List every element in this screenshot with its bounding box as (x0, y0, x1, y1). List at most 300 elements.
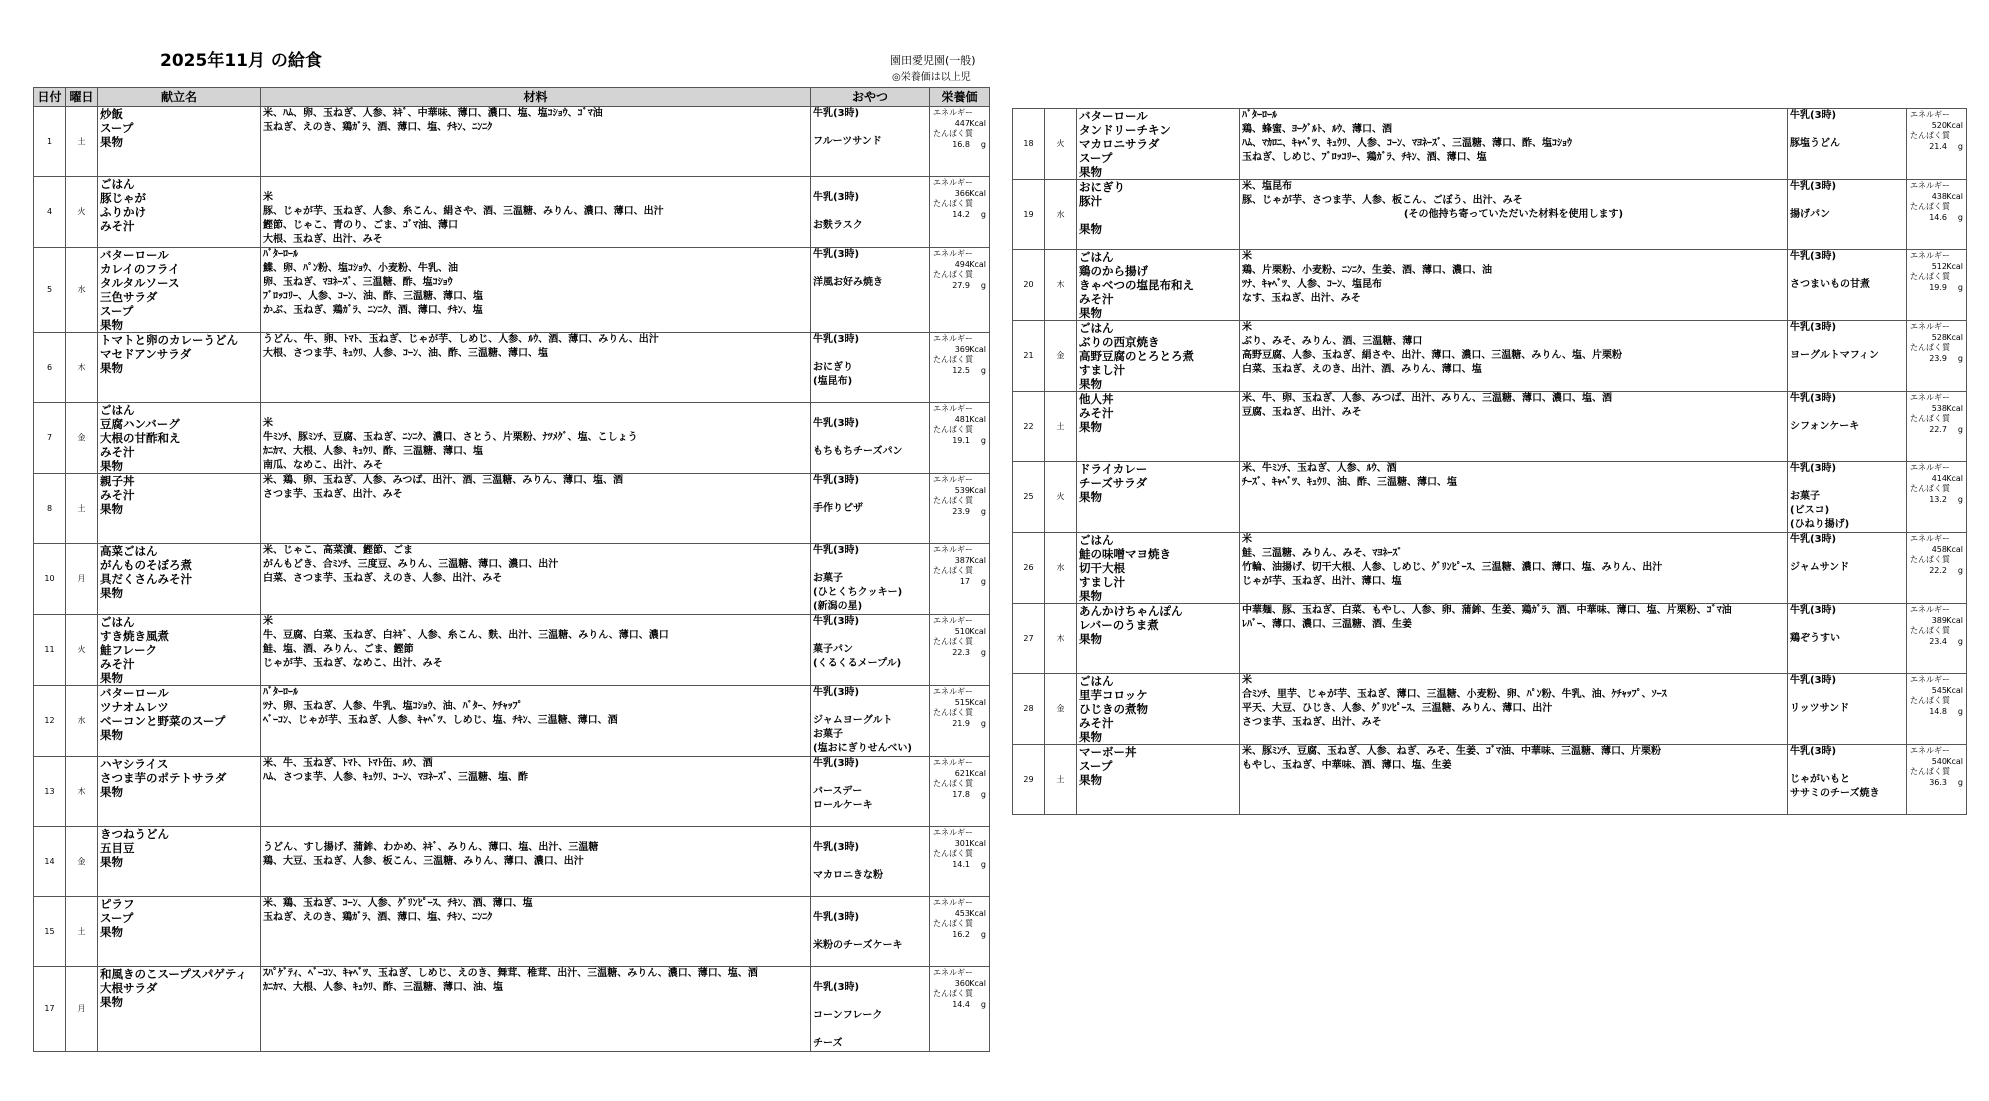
protein-unit: g (980, 999, 986, 1009)
weekday-cell: 月 (66, 967, 98, 1052)
dish-cell (98, 757, 261, 827)
energy-number: 481 (954, 414, 970, 424)
protein-number: 21.4 (1929, 141, 1947, 151)
snack-line: チーズ (813, 1038, 843, 1049)
facility-name: 園田愛児園(一般) (890, 54, 976, 67)
energy-label: エネルギー (1910, 605, 1950, 614)
snack-line: ササミのチーズ焼き (1790, 788, 1880, 799)
protein-number: 19.9 (1929, 282, 1947, 292)
dish-name: ベーコンと野菜のスープ (100, 714, 226, 728)
protein-value (933, 790, 986, 801)
energy-label: エネルギー (1910, 746, 1950, 755)
energy-value (1910, 262, 1963, 273)
dish-name: 大根の甘酢和え (100, 431, 181, 445)
snack-line (1790, 618, 1904, 632)
snack-line: もちもちチーズパン (813, 446, 903, 457)
day-cell: 7 (34, 403, 66, 474)
dish-name: タンドリーチキン (1079, 123, 1171, 137)
energy-number: 545 (1931, 685, 1947, 695)
energy-unit: Kcal (969, 768, 986, 778)
snack-line (813, 262, 927, 276)
dish-name: カレイのフライ (100, 262, 180, 276)
protein-unit: g (1957, 282, 1963, 292)
menu-row-day-20 (1013, 250, 1967, 321)
day-cell: 8 (34, 474, 66, 544)
energy-value (933, 909, 986, 920)
dish-name: 豆腐ハンバーグ (100, 417, 180, 431)
dish-name: バターロール (100, 248, 169, 262)
snack-line: コーンフレーク (813, 1010, 883, 1021)
ingredients-cell (261, 248, 811, 333)
snack-cell (1788, 674, 1907, 745)
dish-name: スープ (100, 121, 134, 135)
day-cell: 12 (34, 686, 66, 757)
snack-line: (ひねり揚げ) (1790, 519, 1850, 530)
snack-cell (811, 686, 930, 757)
ingredient-line: 玉ねぎ、しめじ、ﾌﾞﾛｯｺﾘｰ、鶏ｶﾞﾗ、ﾁｷﾝ、酒、薄口、塩 (1242, 152, 1487, 163)
protein-label: たんぱく質 (933, 919, 973, 928)
dish-name: 鮭の味噌マヨ焼き (1079, 547, 1171, 561)
dish-cell (98, 248, 261, 333)
dish-cell (98, 967, 261, 1052)
dish-name: みそ汁 (1079, 406, 1114, 420)
snack-line: フルーツサンド (813, 136, 882, 147)
menu-row-day-6 (34, 333, 990, 403)
dish-name: 果物 (1079, 306, 1102, 320)
snack-line (813, 558, 927, 572)
energy-number: 538 (1931, 403, 1947, 413)
protein-unit: g (980, 209, 986, 219)
protein-label: たんぱく質 (933, 129, 973, 138)
energy-unit: Kcal (1946, 685, 1963, 695)
ingredient-line: ﾊﾞﾀｰﾛｰﾙ (263, 249, 298, 260)
energy-value (1910, 757, 1963, 768)
energy-unit: Kcal (969, 978, 986, 988)
ingredients-cell (1240, 745, 1788, 815)
snack-line: ヨーグルトマフィン (1790, 350, 1879, 361)
dish-name: 果物 (1079, 222, 1102, 236)
protein-number: 21.9 (952, 718, 970, 728)
dish-name: 果物 (100, 995, 123, 1009)
energy-value (1910, 121, 1963, 132)
dish-name: 果物 (100, 728, 123, 742)
ingredient-line: 豚、じゃが芋、玉ねぎ、人参、糸こん、絹さや、酒、三温糖、みりん、濃口、薄口、出汁 (263, 206, 664, 217)
ingredient-line: 米、ﾊﾑ、卵、玉ねぎ、人参、ﾈｷﾞ、中華味、薄口、濃口、塩、塩ｺｼｮｳ、ｺﾞﾏ油 (263, 108, 603, 119)
energy-value (933, 415, 986, 426)
energy-number: 510 (954, 626, 970, 636)
ingredient-line: かぶ、玉ねぎ、鶏ｶﾞﾗ、ﾆﾝﾆｸ、酒、薄口、ﾁｷﾝ、塩 (263, 305, 483, 316)
dish-name: さつま芋のポテトサラダ (100, 771, 227, 785)
dish-name: 三色サラダ (100, 290, 158, 304)
protein-label: たんぱく質 (933, 708, 973, 717)
dish-name: みそ汁 (100, 488, 135, 502)
snack-line (1790, 335, 1904, 349)
energy-label: エネルギー (1910, 251, 1950, 260)
snack-line: 牛乳(3時) (1790, 605, 1837, 616)
snack-line (813, 205, 927, 219)
menu-row-day-10 (34, 544, 990, 615)
protein-unit: g (980, 435, 986, 445)
energy-value (1910, 686, 1963, 697)
dish-name: ハヤシライス (100, 757, 169, 771)
protein-unit: g (1957, 565, 1963, 575)
ingredient-line: ｶﾆｶﾏ、大根、人参、ｷｭｳﾘ、酢、三温糖、薄口、塩 (263, 446, 483, 457)
protein-unit: g (1957, 353, 1963, 363)
nutrition-cell (930, 107, 990, 177)
menu-row-day-14 (34, 827, 990, 897)
energy-number: 301 (954, 838, 970, 848)
menu-row-day-19 (1013, 180, 1967, 250)
snack-line: (ひとくちクッキー) (813, 587, 903, 598)
protein-label: たんぱく質 (1910, 767, 1950, 776)
dish-name: 具だくさんみそ汁 (100, 572, 192, 586)
energy-value (933, 345, 986, 356)
snack-cell (811, 403, 930, 474)
ingredient-line: 玉ねぎ、えのき、鶏ｶﾞﾗ、酒、薄口、塩、ﾁｷﾝ、ﾆﾝﾆｸ (263, 912, 493, 923)
menu-row-day-13 (34, 757, 990, 827)
ingredient-line: うどん、牛、卵、ﾄﾏﾄ、玉ねぎ、じゃが芋、しめじ、人参、ﾙｳ、酒、薄口、みりん、出汁 (263, 334, 659, 345)
energy-unit: Kcal (1946, 191, 1963, 201)
col-weekday-header: 曜日 (66, 88, 98, 107)
protein-label: たんぱく質 (1910, 202, 1950, 211)
protein-label: たんぱく質 (933, 779, 973, 788)
protein-label: たんぱく質 (1910, 131, 1950, 140)
energy-value (1910, 545, 1963, 556)
dish-name: きつねうどん (100, 827, 169, 841)
dish-name: ひじきの煮物 (1079, 702, 1148, 716)
protein-value (933, 210, 986, 221)
ingredient-line: 米 (1242, 251, 1252, 262)
dish-name: ドライカレー (1079, 462, 1148, 476)
nutrition-cell (930, 177, 990, 248)
ingredient-line: 大根、さつま芋、ｷｭｳﾘ、人参、ｺｰﾝ、油、酢、三温糖、薄口、塩 (263, 348, 548, 359)
snack-line (813, 177, 927, 191)
snack-line: じゃがいもと (1790, 774, 1850, 785)
weekday-cell: 木 (66, 333, 98, 403)
energy-label: エネルギー (933, 334, 973, 343)
energy-value (933, 486, 986, 497)
weekday-cell: 土 (66, 107, 98, 177)
energy-value (933, 698, 986, 709)
ingredient-line: じゃが芋、玉ねぎ、出汁、薄口、塩 (1242, 576, 1402, 587)
energy-label: エネルギー (1910, 534, 1950, 543)
ingredient-line: 竹輪、油揚げ、切干大根、人参、しめじ、ｸﾞﾘﾝﾋﾟｰｽ、三温糖、濃口、薄口、塩、みりん、出汁 (1242, 562, 1663, 573)
snack-line (1790, 194, 1904, 208)
dish-cell (1077, 462, 1240, 533)
dish-name: 里芋コロッケ (1079, 688, 1148, 702)
dish-cell (98, 897, 261, 967)
protein-label: たんぱく質 (933, 355, 973, 364)
protein-number: 22.2 (1929, 565, 1947, 575)
snack-cell (811, 107, 930, 177)
menu-row-day-11 (34, 615, 990, 686)
snack-line (813, 855, 927, 869)
col-snack-header: おやつ (811, 88, 930, 107)
weekday-cell: 土 (1045, 392, 1077, 462)
snack-line: 牛乳(3時) (813, 616, 860, 627)
menu-row-day-27 (1013, 604, 1967, 674)
protein-number: 16.8 (952, 139, 970, 149)
dish-name: きゃべつの塩昆布和え (1079, 278, 1194, 292)
menu-row-day-26 (1013, 533, 1967, 604)
protein-label: たんぱく質 (1910, 555, 1950, 564)
snack-line: (新潟の星) (813, 601, 863, 612)
ingredient-line: 牛、豆腐、白菜、玉ねぎ、白ﾈｷﾞ、人参、糸こん、麩、出汁、三温糖、みりん、薄口、濃口 (263, 630, 669, 641)
dish-name: 果物 (1079, 377, 1102, 391)
protein-label: たんぱく質 (1910, 343, 1950, 352)
snack-line: お菓子 (813, 573, 843, 584)
weekday-cell: 水 (66, 248, 98, 333)
dish-name: 果物 (100, 459, 123, 473)
dish-cell (1077, 604, 1240, 674)
energy-label: エネルギー (933, 687, 973, 696)
ingredients-cell (261, 967, 811, 1052)
snack-line: マカロニきな粉 (813, 870, 883, 881)
ingredient-line: 米、じゃこ、高菜漬、鰹節、ごま (263, 545, 413, 556)
day-cell: 13 (34, 757, 66, 827)
energy-number: 447 (954, 118, 970, 128)
dish-name: チーズサラダ (1079, 476, 1148, 490)
dish-name: すまし汁 (1079, 363, 1125, 377)
day-cell: 20 (1013, 250, 1045, 321)
energy-label: エネルギー (933, 545, 973, 554)
energy-unit: Kcal (969, 908, 986, 918)
ingredient-line: 米 (263, 418, 273, 429)
dish-name: みそ汁 (1079, 716, 1114, 730)
snack-cell (811, 615, 930, 686)
protein-number: 14.1 (952, 859, 970, 869)
dish-name: ごはん (100, 615, 135, 629)
dish-name: スープ (1079, 151, 1113, 165)
dish-name: ふりかけ (100, 205, 146, 219)
ingredient-line: なす、玉ねぎ、出汁、みそ (1242, 293, 1361, 304)
ingredients-cell (1240, 250, 1788, 321)
snack-cell (1788, 392, 1907, 462)
menu-row-day-22 (1013, 392, 1967, 462)
protein-value (933, 860, 986, 871)
protein-unit: g (980, 506, 986, 516)
snack-line: 牛乳(3時) (1790, 251, 1837, 262)
ingredient-line: 白菜、さつま芋、玉ねぎ、えのき、人参、出汁、みそ (263, 573, 503, 584)
ingredient-line (263, 827, 808, 841)
ingredient-line: 米 (1242, 675, 1252, 686)
dish-cell (98, 544, 261, 615)
col-day-header: 日付 (34, 88, 66, 107)
protein-label: たんぱく質 (1910, 626, 1950, 635)
menu-row-day-25 (1013, 462, 1967, 533)
snack-line (813, 897, 927, 911)
weekday-cell: 土 (66, 897, 98, 967)
ingredients-cell (261, 474, 811, 544)
protein-number: 27.9 (952, 280, 970, 290)
day-cell: 29 (1013, 745, 1045, 815)
nutrition-cell (1907, 109, 1967, 180)
weekday-cell: 月 (66, 544, 98, 615)
protein-label: たんぱく質 (933, 425, 973, 434)
energy-label: エネルギー (1910, 110, 1950, 119)
ingredient-line: 米 (263, 616, 273, 627)
ingredient-line: 鰹節、じゃこ、青のり、ごま、ｺﾞﾏ油、薄口 (263, 220, 458, 231)
snack-line: 手作りピザ (813, 503, 863, 514)
dish-name: ツナオムレツ (100, 700, 169, 714)
energy-number: 458 (1931, 544, 1947, 554)
ingredients-cell (261, 333, 811, 403)
ingredients-cell (1240, 321, 1788, 392)
dish-cell (1077, 180, 1240, 250)
dish-name: 高野豆腐のとろとろ煮 (1079, 349, 1194, 363)
menu-table-right (1012, 108, 1967, 815)
dish-cell (98, 827, 261, 897)
ingredient-line: ﾊﾞﾀｰﾛｰﾙ (263, 687, 298, 698)
page-title: 2025年11月 の給食 (160, 51, 322, 71)
snack-line: 牛乳(3時) (1790, 746, 1837, 757)
menu-row-day-8 (34, 474, 990, 544)
ingredients-cell (261, 615, 811, 686)
dish-name: 果物 (1079, 165, 1102, 179)
protein-value (1910, 213, 1963, 224)
protein-number: 16.2 (952, 929, 970, 939)
snack-line: 牛乳(3時) (1790, 534, 1837, 545)
ingredient-line: 米、牛、玉ねぎ、ﾄﾏﾄ、ﾄﾏﾄ缶、ﾙｳ、酒 (263, 758, 433, 769)
dish-name: みそ汁 (100, 657, 135, 671)
energy-label: エネルギー (1910, 675, 1950, 684)
protein-number: 22.7 (1929, 424, 1947, 434)
protein-value (933, 719, 986, 730)
protein-value (1910, 142, 1963, 153)
energy-unit: Kcal (969, 697, 986, 707)
ingredient-line: 豆腐、玉ねぎ、出汁、みそ (1242, 407, 1362, 418)
energy-label: エネルギー (1910, 181, 1950, 190)
protein-value (1910, 283, 1963, 294)
ingredient-line: 米 (1242, 534, 1252, 545)
nutrition-cell (1907, 392, 1967, 462)
dish-name: 五目豆 (100, 841, 135, 855)
dish-name: 果物 (100, 586, 123, 600)
dish-name: 鶏のから揚げ (1079, 264, 1148, 278)
protein-unit: g (980, 718, 986, 728)
protein-label: たんぱく質 (933, 199, 973, 208)
dish-name: あんかけちゃんぽん (1079, 604, 1183, 618)
energy-value (1910, 192, 1963, 203)
dish-cell (98, 333, 261, 403)
protein-unit: g (980, 576, 986, 586)
nutrition-cell (930, 615, 990, 686)
energy-unit: Kcal (969, 118, 986, 128)
snack-line (1790, 406, 1904, 420)
protein-value (933, 930, 986, 941)
protein-number: 23.4 (1929, 636, 1947, 646)
energy-label: エネルギー (933, 475, 973, 484)
dish-name: すまし汁 (1079, 575, 1125, 589)
dish-name: レバーのうま煮 (1079, 618, 1159, 632)
protein-number: 14.8 (1929, 706, 1947, 716)
dish-name: ごはん (1079, 250, 1114, 264)
weekday-cell: 木 (66, 757, 98, 827)
energy-value (1910, 404, 1963, 415)
ingredient-line: 豚、じゃが芋、さつま芋、人参、板こん、ごぼう、出汁、みそ (1242, 195, 1523, 206)
energy-label: エネルギー (933, 108, 973, 117)
energy-unit: Kcal (1946, 403, 1963, 413)
day-cell: 26 (1013, 533, 1045, 604)
ingredients-cell (261, 827, 811, 897)
snack-line: (ビスコ) (1790, 505, 1830, 516)
energy-unit: Kcal (1946, 615, 1963, 625)
protein-unit: g (980, 789, 986, 799)
ingredient-line: ぶり、みそ、みりん、酒、三温糖、薄口 (1242, 336, 1423, 347)
protein-number: 17.8 (952, 789, 970, 799)
energy-label: エネルギー (933, 898, 973, 907)
dish-cell (98, 107, 261, 177)
protein-number: 13.2 (1929, 494, 1947, 504)
snack-line (813, 925, 927, 939)
ingredient-line: ｽﾊﾟｹﾞﾃｨ、ﾍﾞｰｺﾝ、ｷｬﾍﾞﾂ、玉ねぎ、しめじ、えのき、舞茸、椎茸、出汁、三温糖、みりん、濃口、薄口、塩、酒 (263, 968, 758, 979)
energy-number: 369 (954, 344, 970, 354)
dish-name: 果物 (100, 318, 123, 332)
menu-row-day-18 (1013, 109, 1967, 180)
energy-unit: Kcal (969, 259, 986, 269)
snack-line (1790, 264, 1904, 278)
day-cell: 28 (1013, 674, 1045, 745)
day-cell: 1 (34, 107, 66, 177)
nutrition-cell (930, 827, 990, 897)
snack-cell (811, 967, 930, 1052)
menu-row-day-21 (1013, 321, 1967, 392)
snack-line (813, 995, 927, 1009)
ingredient-line (263, 177, 808, 191)
protein-value (933, 140, 986, 151)
ingredient-line: 米 (1242, 322, 1252, 333)
energy-unit: Kcal (1946, 544, 1963, 554)
snack-line: 牛乳(3時) (813, 334, 860, 345)
protein-value (933, 436, 986, 447)
snack-cell (1788, 180, 1907, 250)
snack-line: シフォンケーキ (1790, 421, 1860, 432)
day-cell: 14 (34, 827, 66, 897)
nutrition-cell (930, 757, 990, 827)
nutrition-cell (1907, 462, 1967, 533)
protein-label: たんぱく質 (933, 989, 973, 998)
ingredient-line: もやし、玉ねぎ、中華味、酒、薄口、塩、生姜 (1242, 760, 1452, 771)
snack-line: 牛乳(3時) (813, 418, 860, 429)
ingredient-line (263, 403, 808, 417)
dish-name: スープ (100, 911, 134, 925)
protein-number: 14.6 (1929, 212, 1947, 222)
energy-unit: Kcal (969, 188, 986, 198)
snack-line: (塩おにぎりせんべい) (813, 743, 912, 754)
menu-row-day-29 (1013, 745, 1967, 815)
dish-cell (1077, 109, 1240, 180)
snack-cell (1788, 109, 1907, 180)
ingredient-line: 米 (263, 192, 273, 203)
weekday-cell: 土 (66, 474, 98, 544)
energy-value (933, 189, 986, 200)
nutrition-cell (1907, 180, 1967, 250)
weekday-cell: 土 (1045, 745, 1077, 815)
energy-unit: Kcal (1946, 261, 1963, 271)
protein-unit: g (1957, 494, 1963, 504)
energy-value (933, 556, 986, 567)
protein-unit: g (980, 929, 986, 939)
dish-name: 大根サラダ (100, 981, 158, 995)
snack-line (813, 629, 927, 643)
menu-row-day-28 (1013, 674, 1967, 745)
nutrition-cell (930, 967, 990, 1052)
menu-row-day-5 (34, 248, 990, 333)
menu-row-day-1 (34, 107, 990, 177)
ingredient-line: がんもどき、合ﾐﾝﾁ、三度豆、みりん、三温糖、薄口、濃口、出汁 (263, 559, 559, 570)
protein-number: 23.9 (952, 506, 970, 516)
snack-cell (811, 897, 930, 967)
